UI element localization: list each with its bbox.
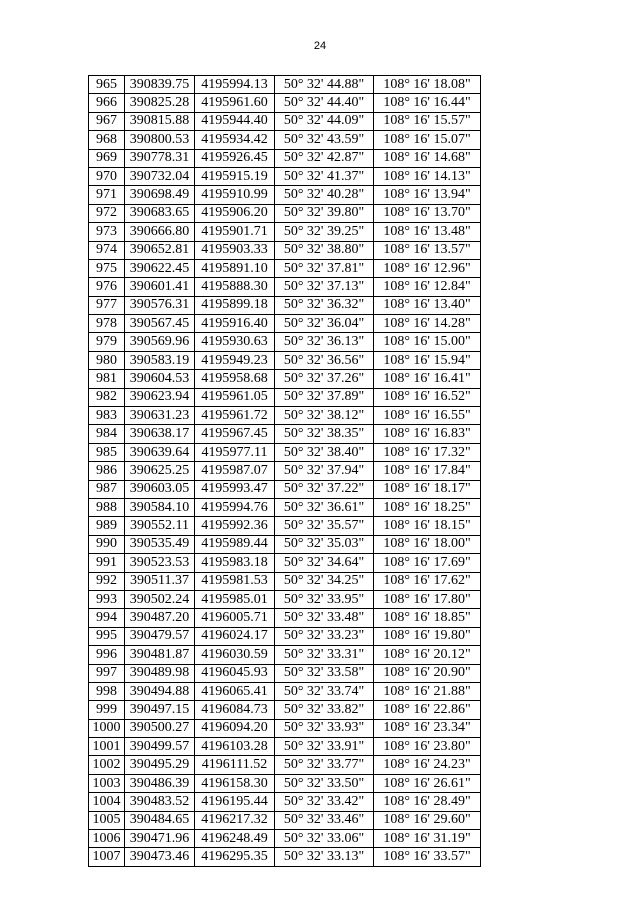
x-coordinate-cell: 390487.20 <box>125 609 195 627</box>
latitude-cell: 50° 32' 37.26" <box>275 370 374 388</box>
y-coordinate-cell: 4196217.32 <box>195 811 275 829</box>
latitude-cell: 50° 32' 38.80" <box>275 241 374 259</box>
x-coordinate-cell: 390483.52 <box>125 793 195 811</box>
y-coordinate-cell: 4195926.45 <box>195 149 275 167</box>
latitude-cell: 50° 32' 41.37" <box>275 167 374 185</box>
point-number-cell: 974 <box>89 241 125 259</box>
point-number-cell: 973 <box>89 223 125 241</box>
y-coordinate-cell: 4195967.45 <box>195 425 275 443</box>
y-coordinate-cell: 4195985.01 <box>195 590 275 608</box>
longitude-cell: 108° 16' 13.57" <box>374 241 481 259</box>
table-row <box>89 76 481 94</box>
longitude-cell: 108° 16' 16.55" <box>374 407 481 425</box>
latitude-cell: 50° 32' 33.31" <box>275 646 374 664</box>
table-row <box>89 407 481 425</box>
point-number-cell: 998 <box>89 682 125 700</box>
longitude-cell: 108° 16' 20.90" <box>374 664 481 682</box>
y-coordinate-cell: 4195983.18 <box>195 554 275 572</box>
latitude-cell: 50° 32' 36.13" <box>275 333 374 351</box>
x-coordinate-cell: 390523.53 <box>125 554 195 572</box>
y-coordinate-cell: 4195888.30 <box>195 278 275 296</box>
y-coordinate-cell: 4195958.68 <box>195 370 275 388</box>
latitude-cell: 50° 32' 36.32" <box>275 296 374 314</box>
y-coordinate-cell: 4195903.33 <box>195 241 275 259</box>
y-coordinate-cell: 4196084.73 <box>195 701 275 719</box>
y-coordinate-cell: 4195992.36 <box>195 517 275 535</box>
x-coordinate-cell: 390471.96 <box>125 830 195 848</box>
x-coordinate-cell: 390778.31 <box>125 149 195 167</box>
longitude-cell: 108° 16' 17.69" <box>374 554 481 572</box>
point-number-cell: 995 <box>89 627 125 645</box>
point-number-cell: 977 <box>89 296 125 314</box>
longitude-cell: 108° 16' 15.57" <box>374 112 481 130</box>
point-number-cell: 981 <box>89 370 125 388</box>
table-row <box>89 462 481 480</box>
point-number-cell: 968 <box>89 131 125 149</box>
latitude-cell: 50° 32' 42.87" <box>275 149 374 167</box>
x-coordinate-cell: 390825.28 <box>125 94 195 112</box>
point-number-cell: 979 <box>89 333 125 351</box>
point-number-cell: 972 <box>89 204 125 222</box>
latitude-cell: 50° 32' 33.50" <box>275 774 374 792</box>
y-coordinate-cell: 4196045.93 <box>195 664 275 682</box>
latitude-cell: 50° 32' 33.48" <box>275 609 374 627</box>
point-number-cell: 1000 <box>89 719 125 737</box>
point-number-cell: 1004 <box>89 793 125 811</box>
y-coordinate-cell: 4195993.47 <box>195 480 275 498</box>
longitude-cell: 108° 16' 16.83" <box>374 425 481 443</box>
x-coordinate-cell: 390732.04 <box>125 167 195 185</box>
x-coordinate-cell: 390583.19 <box>125 351 195 369</box>
y-coordinate-cell: 4196094.20 <box>195 719 275 737</box>
x-coordinate-cell: 390535.49 <box>125 535 195 553</box>
x-coordinate-cell: 390552.11 <box>125 517 195 535</box>
longitude-cell: 108° 16' 23.34" <box>374 719 481 737</box>
x-coordinate-cell: 390625.25 <box>125 462 195 480</box>
table-row <box>89 131 481 149</box>
point-number-cell: 983 <box>89 407 125 425</box>
table-row <box>89 443 481 461</box>
y-coordinate-cell: 4195910.99 <box>195 186 275 204</box>
x-coordinate-cell: 390499.57 <box>125 738 195 756</box>
point-number-cell: 985 <box>89 443 125 461</box>
x-coordinate-cell: 390484.65 <box>125 811 195 829</box>
longitude-cell: 108° 16' 12.84" <box>374 278 481 296</box>
point-number-cell: 990 <box>89 535 125 553</box>
longitude-cell: 108° 16' 15.94" <box>374 351 481 369</box>
latitude-cell: 50° 32' 34.64" <box>275 554 374 572</box>
y-coordinate-cell: 4195949.23 <box>195 351 275 369</box>
point-number-cell: 1005 <box>89 811 125 829</box>
point-number-cell: 993 <box>89 590 125 608</box>
latitude-cell: 50° 32' 44.88" <box>275 76 374 94</box>
y-coordinate-cell: 4195961.05 <box>195 388 275 406</box>
latitude-cell: 50° 32' 36.61" <box>275 498 374 516</box>
longitude-cell: 108° 16' 17.32" <box>374 443 481 461</box>
x-coordinate-cell: 390839.75 <box>125 76 195 94</box>
point-number-cell: 988 <box>89 498 125 516</box>
table-row <box>89 167 481 185</box>
x-coordinate-cell: 390567.45 <box>125 315 195 333</box>
longitude-cell: 108° 16' 29.60" <box>374 811 481 829</box>
x-coordinate-cell: 390638.17 <box>125 425 195 443</box>
y-coordinate-cell: 4196111.52 <box>195 756 275 774</box>
latitude-cell: 50° 32' 33.95" <box>275 590 374 608</box>
table-row <box>89 535 481 553</box>
longitude-cell: 108° 16' 13.94" <box>374 186 481 204</box>
point-number-cell: 999 <box>89 701 125 719</box>
table-row <box>89 149 481 167</box>
longitude-cell: 108° 16' 16.44" <box>374 94 481 112</box>
y-coordinate-cell: 4195944.40 <box>195 112 275 130</box>
longitude-cell: 108° 16' 13.70" <box>374 204 481 222</box>
coordinates-table-body <box>89 76 481 867</box>
point-number-cell: 996 <box>89 646 125 664</box>
table-row <box>89 112 481 130</box>
y-coordinate-cell: 4196065.41 <box>195 682 275 700</box>
longitude-cell: 108° 16' 18.25" <box>374 498 481 516</box>
table-row <box>89 572 481 590</box>
point-number-cell: 1003 <box>89 774 125 792</box>
latitude-cell: 50° 32' 38.35" <box>275 425 374 443</box>
table-row <box>89 315 481 333</box>
table-row <box>89 223 481 241</box>
latitude-cell: 50° 32' 38.40" <box>275 443 374 461</box>
y-coordinate-cell: 4195961.60 <box>195 94 275 112</box>
longitude-cell: 108° 16' 12.96" <box>374 259 481 277</box>
table-row <box>89 848 481 866</box>
latitude-cell: 50° 32' 33.77" <box>275 756 374 774</box>
latitude-cell: 50° 32' 44.40" <box>275 94 374 112</box>
table-row <box>89 793 481 811</box>
point-number-cell: 965 <box>89 76 125 94</box>
point-number-cell: 1001 <box>89 738 125 756</box>
x-coordinate-cell: 390479.57 <box>125 627 195 645</box>
point-number-cell: 1006 <box>89 830 125 848</box>
x-coordinate-cell: 390486.39 <box>125 774 195 792</box>
x-coordinate-cell: 390666.80 <box>125 223 195 241</box>
table-row <box>89 425 481 443</box>
latitude-cell: 50° 32' 33.23" <box>275 627 374 645</box>
y-coordinate-cell: 4196195.44 <box>195 793 275 811</box>
longitude-cell: 108° 16' 14.68" <box>374 149 481 167</box>
longitude-cell: 108° 16' 18.00" <box>374 535 481 553</box>
x-coordinate-cell: 390631.23 <box>125 407 195 425</box>
latitude-cell: 50° 32' 37.94" <box>275 462 374 480</box>
table-row <box>89 719 481 737</box>
table-row <box>89 241 481 259</box>
x-coordinate-cell: 390698.49 <box>125 186 195 204</box>
table-row <box>89 351 481 369</box>
latitude-cell: 50° 32' 33.93" <box>275 719 374 737</box>
latitude-cell: 50° 32' 40.28" <box>275 186 374 204</box>
latitude-cell: 50° 32' 33.74" <box>275 682 374 700</box>
longitude-cell: 108° 16' 24.23" <box>374 756 481 774</box>
y-coordinate-cell: 4195916.40 <box>195 315 275 333</box>
latitude-cell: 50° 32' 33.42" <box>275 793 374 811</box>
point-number-cell: 991 <box>89 554 125 572</box>
table-row <box>89 186 481 204</box>
latitude-cell: 50° 32' 37.89" <box>275 388 374 406</box>
x-coordinate-cell: 390800.53 <box>125 131 195 149</box>
latitude-cell: 50° 32' 37.22" <box>275 480 374 498</box>
x-coordinate-cell: 390497.15 <box>125 701 195 719</box>
point-number-cell: 984 <box>89 425 125 443</box>
latitude-cell: 50° 32' 33.06" <box>275 830 374 848</box>
table-row <box>89 517 481 535</box>
x-coordinate-cell: 390500.27 <box>125 719 195 737</box>
table-row <box>89 370 481 388</box>
longitude-cell: 108° 16' 16.41" <box>374 370 481 388</box>
longitude-cell: 108° 16' 19.80" <box>374 627 481 645</box>
point-number-cell: 982 <box>89 388 125 406</box>
longitude-cell: 108° 16' 18.08" <box>374 76 481 94</box>
y-coordinate-cell: 4196158.30 <box>195 774 275 792</box>
table-row <box>89 682 481 700</box>
x-coordinate-cell: 390495.29 <box>125 756 195 774</box>
y-coordinate-cell: 4195930.63 <box>195 333 275 351</box>
longitude-cell: 108° 16' 18.15" <box>374 517 481 535</box>
page-number: 24 <box>313 40 327 52</box>
x-coordinate-cell: 390502.24 <box>125 590 195 608</box>
latitude-cell: 50° 32' 37.81" <box>275 259 374 277</box>
point-number-cell: 980 <box>89 351 125 369</box>
table-row <box>89 480 481 498</box>
longitude-cell: 108° 16' 26.61" <box>374 774 481 792</box>
point-number-cell: 994 <box>89 609 125 627</box>
table-row <box>89 609 481 627</box>
longitude-cell: 108° 16' 31.19" <box>374 830 481 848</box>
point-number-cell: 976 <box>89 278 125 296</box>
x-coordinate-cell: 390652.81 <box>125 241 195 259</box>
table-row <box>89 259 481 277</box>
point-number-cell: 1007 <box>89 848 125 866</box>
y-coordinate-cell: 4195915.19 <box>195 167 275 185</box>
point-number-cell: 989 <box>89 517 125 535</box>
y-coordinate-cell: 4195934.42 <box>195 131 275 149</box>
latitude-cell: 50° 32' 34.25" <box>275 572 374 590</box>
latitude-cell: 50° 32' 35.03" <box>275 535 374 553</box>
point-number-cell: 975 <box>89 259 125 277</box>
table-row <box>89 701 481 719</box>
latitude-cell: 50° 32' 33.82" <box>275 701 374 719</box>
latitude-cell: 50° 32' 33.13" <box>275 848 374 866</box>
x-coordinate-cell: 390473.46 <box>125 848 195 866</box>
table-row <box>89 554 481 572</box>
point-number-cell: 978 <box>89 315 125 333</box>
table-row <box>89 590 481 608</box>
table-row <box>89 204 481 222</box>
y-coordinate-cell: 4195906.20 <box>195 204 275 222</box>
point-number-cell: 967 <box>89 112 125 130</box>
longitude-cell: 108° 16' 33.57" <box>374 848 481 866</box>
y-coordinate-cell: 4196103.28 <box>195 738 275 756</box>
table-row <box>89 388 481 406</box>
longitude-cell: 108° 16' 17.80" <box>374 590 481 608</box>
y-coordinate-cell: 4195994.76 <box>195 498 275 516</box>
table-row <box>89 278 481 296</box>
x-coordinate-cell: 390489.98 <box>125 664 195 682</box>
x-coordinate-cell: 390601.41 <box>125 278 195 296</box>
longitude-cell: 108° 16' 16.52" <box>374 388 481 406</box>
y-coordinate-cell: 4195961.72 <box>195 407 275 425</box>
y-coordinate-cell: 4195977.11 <box>195 443 275 461</box>
table-row <box>89 94 481 112</box>
longitude-cell: 108° 16' 13.40" <box>374 296 481 314</box>
y-coordinate-cell: 4195994.13 <box>195 76 275 94</box>
table-row <box>89 774 481 792</box>
point-number-cell: 992 <box>89 572 125 590</box>
y-coordinate-cell: 4196295.35 <box>195 848 275 866</box>
y-coordinate-cell: 4195891.10 <box>195 259 275 277</box>
latitude-cell: 50° 32' 33.58" <box>275 664 374 682</box>
latitude-cell: 50° 32' 33.46" <box>275 811 374 829</box>
longitude-cell: 108° 16' 15.07" <box>374 131 481 149</box>
table-row <box>89 830 481 848</box>
x-coordinate-cell: 390576.31 <box>125 296 195 314</box>
point-number-cell: 997 <box>89 664 125 682</box>
longitude-cell: 108° 16' 18.17" <box>374 480 481 498</box>
point-number-cell: 971 <box>89 186 125 204</box>
x-coordinate-cell: 390481.87 <box>125 646 195 664</box>
y-coordinate-cell: 4195987.07 <box>195 462 275 480</box>
point-number-cell: 969 <box>89 149 125 167</box>
latitude-cell: 50° 32' 36.56" <box>275 351 374 369</box>
y-coordinate-cell: 4196248.49 <box>195 830 275 848</box>
table-row <box>89 646 481 664</box>
point-number-cell: 987 <box>89 480 125 498</box>
longitude-cell: 108° 16' 28.49" <box>374 793 481 811</box>
table-row <box>89 664 481 682</box>
y-coordinate-cell: 4196030.59 <box>195 646 275 664</box>
longitude-cell: 108° 16' 23.80" <box>374 738 481 756</box>
longitude-cell: 108° 16' 14.13" <box>374 167 481 185</box>
table-row <box>89 333 481 351</box>
latitude-cell: 50° 32' 36.04" <box>275 315 374 333</box>
y-coordinate-cell: 4195981.53 <box>195 572 275 590</box>
x-coordinate-cell: 390604.53 <box>125 370 195 388</box>
latitude-cell: 50° 32' 39.25" <box>275 223 374 241</box>
x-coordinate-cell: 390622.45 <box>125 259 195 277</box>
latitude-cell: 50° 32' 44.09" <box>275 112 374 130</box>
x-coordinate-cell: 390584.10 <box>125 498 195 516</box>
longitude-cell: 108° 16' 22.86" <box>374 701 481 719</box>
y-coordinate-cell: 4196024.17 <box>195 627 275 645</box>
longitude-cell: 108° 16' 18.85" <box>374 609 481 627</box>
point-number-cell: 986 <box>89 462 125 480</box>
y-coordinate-cell: 4195901.71 <box>195 223 275 241</box>
latitude-cell: 50° 32' 43.59" <box>275 131 374 149</box>
longitude-cell: 108° 16' 17.84" <box>374 462 481 480</box>
table-row <box>89 811 481 829</box>
x-coordinate-cell: 390511.37 <box>125 572 195 590</box>
table-row <box>89 296 481 314</box>
y-coordinate-cell: 4196005.71 <box>195 609 275 627</box>
x-coordinate-cell: 390683.65 <box>125 204 195 222</box>
latitude-cell: 50° 32' 39.80" <box>275 204 374 222</box>
x-coordinate-cell: 390494.88 <box>125 682 195 700</box>
x-coordinate-cell: 390639.64 <box>125 443 195 461</box>
latitude-cell: 50° 32' 38.12" <box>275 407 374 425</box>
coordinates-table <box>88 75 481 867</box>
longitude-cell: 108° 16' 17.62" <box>374 572 481 590</box>
table-row <box>89 627 481 645</box>
point-number-cell: 1002 <box>89 756 125 774</box>
point-number-cell: 970 <box>89 167 125 185</box>
x-coordinate-cell: 390623.94 <box>125 388 195 406</box>
y-coordinate-cell: 4195899.18 <box>195 296 275 314</box>
longitude-cell: 108° 16' 21.88" <box>374 682 481 700</box>
x-coordinate-cell: 390569.96 <box>125 333 195 351</box>
table-row <box>89 756 481 774</box>
latitude-cell: 50° 32' 33.91" <box>275 738 374 756</box>
x-coordinate-cell: 390603.05 <box>125 480 195 498</box>
y-coordinate-cell: 4195989.44 <box>195 535 275 553</box>
latitude-cell: 50° 32' 35.57" <box>275 517 374 535</box>
longitude-cell: 108° 16' 20.12" <box>374 646 481 664</box>
longitude-cell: 108° 16' 15.00" <box>374 333 481 351</box>
x-coordinate-cell: 390815.88 <box>125 112 195 130</box>
latitude-cell: 50° 32' 37.13" <box>275 278 374 296</box>
longitude-cell: 108° 16' 13.48" <box>374 223 481 241</box>
table-row <box>89 738 481 756</box>
longitude-cell: 108° 16' 14.28" <box>374 315 481 333</box>
table-row <box>89 498 481 516</box>
point-number-cell: 966 <box>89 94 125 112</box>
